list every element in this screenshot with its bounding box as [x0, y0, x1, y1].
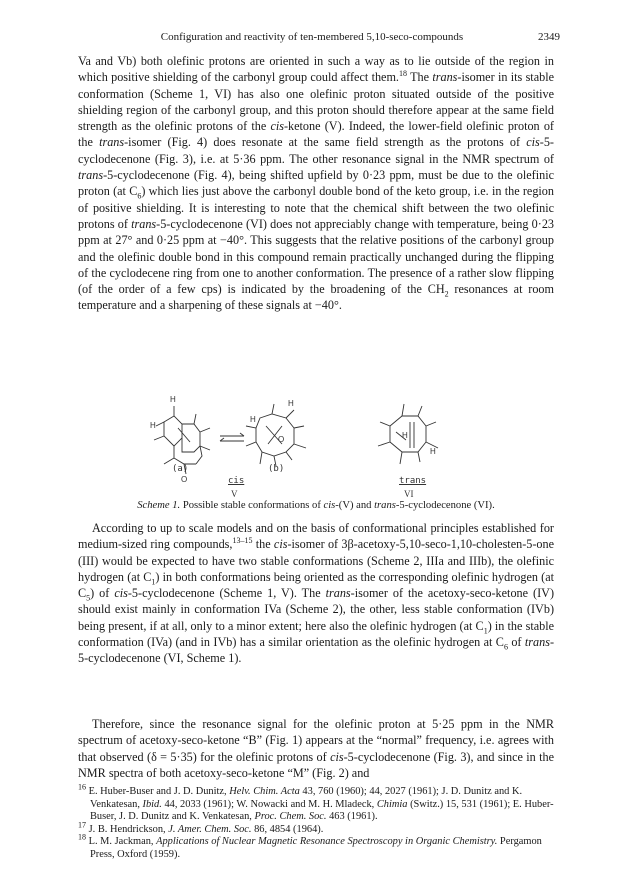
- label-trans: trans: [399, 476, 427, 486]
- footnote-16: $^{16}$ E. Huber-Buser and J. D. Dunitz, Helv. Chim. Acta 43, 760 (1960); 44, 2027 (1961); J. D. Dunitz and K. Venkatesan, Ibid. 44, 2033 (1961); W. Nowacki and M. H. Mladeck, Chimia (Switz.) 15, 531 (1961); E. Huber-Buser, J. D. Dunitz and K. Venkatesan, Proc. Chem. Soc. 463 (1961).: [78, 782, 554, 823]
- label-v: V: [231, 489, 238, 499]
- atom-label: H: [150, 421, 156, 430]
- footnote-17: $^{17}$ J. B. Hendrickson, J. Amer. Chem. Soc. 86, 4854 (1964).: [78, 820, 324, 835]
- atom-label: H: [430, 447, 436, 456]
- running-header: [0, 31, 624, 47]
- atom-label: H: [402, 431, 408, 440]
- running-title: Configuration and reactivity of ten-membered 5,10-seco-compounds: [160, 31, 464, 43]
- paragraph-text: Therefore, since the resonance signal for the olefinic proton at 5·25 ppm in the NMR spectrum of acetoxy-seco-ketone “B” (Fig. 1) appears at the “normal” frequency, i.e. agrees with that observed (δ = 5·35) for the olefinic protons of cis-5-cyclodecenone (Fig. 3), and since in the NMR spectra of both acetoxy-seco-ketone “M” (Fig. 2) and: [78, 717, 554, 780]
- structure-b: [246, 404, 306, 466]
- footnote-18: $^{18}$ L. M. Jackman, Applications of Nuclear Magnetic Resonance Spectroscopy in Organic Chemistry. Pergamon Press, Oxford (1959).: [78, 832, 542, 860]
- page-number: 2349: [538, 31, 560, 43]
- label-cis: cis: [228, 476, 245, 486]
- label-a: (a): [172, 464, 189, 474]
- label-b: (b): [268, 464, 285, 474]
- paragraph-text: According to up to scale models and on the basis of conformational principles established for medium-sized ring compounds,$^{13-15}$ the cis-isomer of 3β-acetoxy-5,10-seco-1,10-cholesten-5-one (III) would be expected to have two stable conformations (Scheme 2, IIIa and IIIb), the olefinic hydrogen (at $C_1$) in both conformations being oriented as the corresponding olefinic hydrogen (at $C_5$) of cis-5-cyclodecenone (Scheme 1, V). The trans-isomer of the acetoxy-seco-ketone (IV) should exist mainly in conformation IVa (Scheme 2), the other, less stable conformation (IVb) being present, if at all, only to a minor extent; here also the olefinic hydrogen (at $C_1$) in the stable conformation (IVa) (and in IVb) has a similar orientation as the olefinic hydrogen at $C_6$ of trans-5-cyclodecenone (VI, Scheme 1).: [78, 521, 555, 666]
- atom-label: H: [288, 399, 294, 408]
- scheme-caption: Scheme 1. Possible stable conformations of cis-(V) and trans-5-cyclodecenone (VI).: [137, 500, 495, 511]
- label-vi: VI: [404, 489, 414, 499]
- atom-label: O: [278, 435, 285, 444]
- conformation-drawings: [78, 392, 554, 504]
- atom-label: O: [181, 475, 188, 484]
- body-paragraph-3: [78, 716, 554, 781]
- paragraph-text: Va and Vb) both olefinic protons are oriented in such a way as to lie outside of the region in which positive shielding of the carbonyl group could affect them.$^{18}$ The trans-isomer in its stable conformation (Scheme 1, VI) has also one olefinic proton situated outside of the positive shielding region of the carbonyl group, and this proton should therefore appear at the same field strength as the olefinic protons of the cis-ketone (V). Indeed, the lower-field olefinic proton of the trans-isomer (Fig. 4) does resonate at the same field strength as the protons of cis-5-cyclodecenone (Fig. 3), i.e. at 5·36 ppm. The other resonance signal in the NMR spectrum of trans-5-cyclodecenone (Fig. 4), being shifted upfield by 0·23 ppm, must be due to the olefinic proton (at $C_6$) which lies just above the carbonyl double bond of the keto group, i.e. in the region of positive shielding. It is interesting to note that the chemical shift between the two olefinic protons of trans-5-cyclodecenone (VI) does not appreciably change with temperature, being 0·23 ppm at 27° and 0·25 ppm at −40°. This suggests that the relative positions of the carbonyl group and the olefinic double bond in this compound remain practically unchanged during the flipping of the cyclodecene ring from one to another conformation. The presence of a rather slow flipping (of the order of a few cps) is indicated by the broadening of the $CH_2$ resonances at room temperature and a sharpening of these signals at −40°.: [78, 54, 555, 313]
- structure-vi: [378, 404, 438, 464]
- footnotes: [78, 782, 554, 862]
- body-paragraph-1: [78, 53, 554, 314]
- body-paragraph-2: [78, 520, 554, 667]
- atom-label: H: [170, 395, 176, 404]
- atom-label: H: [250, 415, 256, 424]
- scheme-1-figure: [78, 392, 554, 504]
